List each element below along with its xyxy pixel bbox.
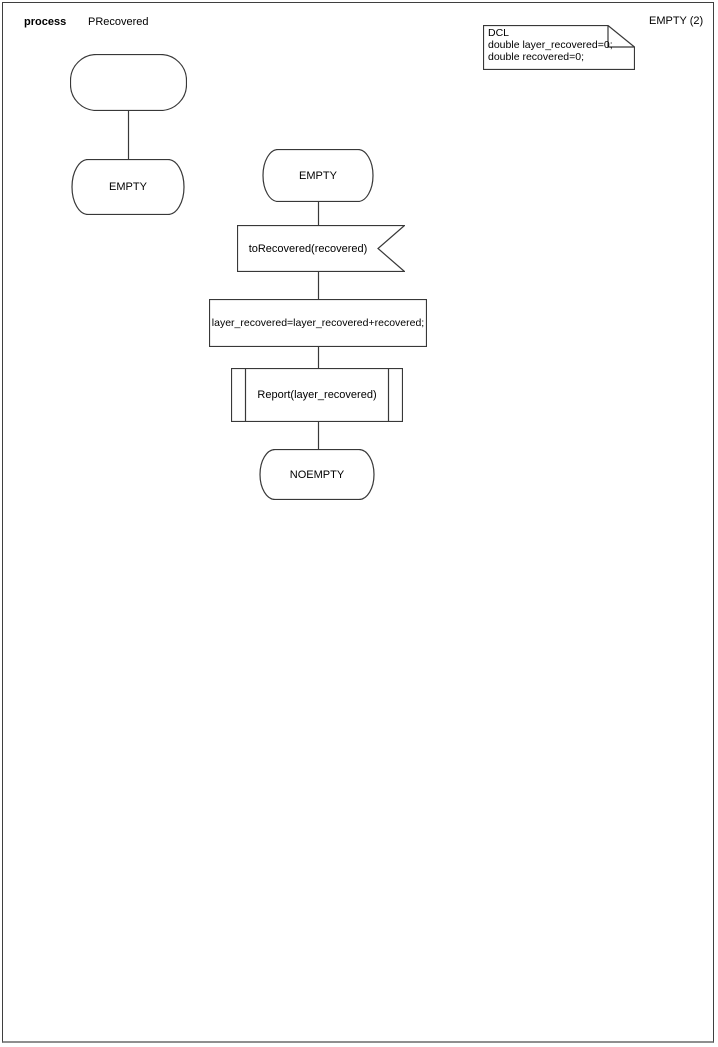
task-symbol[interactable] (209, 299, 427, 347)
state-label: NOEMPTY (289, 468, 345, 481)
state-label: EMPTY (299, 169, 337, 182)
state-empty[interactable] (262, 149, 374, 202)
process-name-label: PRecovered (88, 16, 149, 28)
task-label: layer_recovered=layer_recovered+recovered; (211, 317, 425, 329)
declaration-text (488, 27, 613, 63)
page-number-label: EMPTY (2) (649, 15, 704, 27)
declaration-note[interactable] (483, 25, 635, 70)
declaration-line: double layer_recovered=0; (488, 39, 613, 51)
declaration-line: double recovered=0; (488, 51, 585, 63)
start-outline (71, 55, 187, 111)
procedure-call-symbol[interactable] (231, 368, 403, 422)
state-label: EMPTY (109, 181, 147, 193)
input-label: toRecovered(recovered) (248, 242, 368, 255)
start-symbol[interactable] (70, 54, 187, 111)
state-empty-left[interactable] (71, 159, 185, 215)
procedure-label: Report(layer_recovered) (257, 389, 377, 401)
declaration-line: DCL (488, 27, 510, 39)
diagram-kind-label: process (24, 16, 67, 28)
state-noempty[interactable] (259, 449, 375, 500)
input-signal-symbol[interactable] (237, 225, 405, 272)
